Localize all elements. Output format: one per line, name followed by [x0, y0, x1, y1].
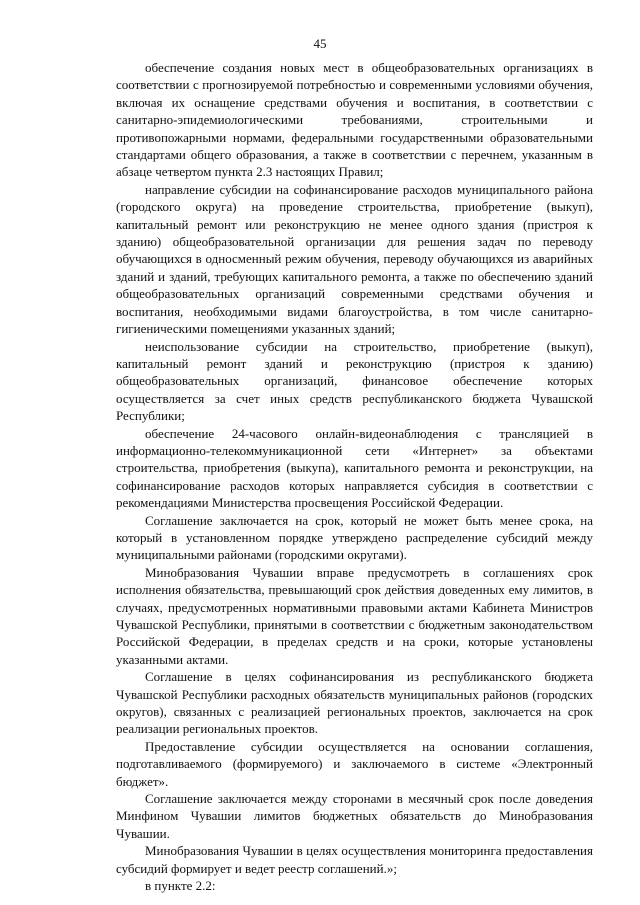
paragraph: направление субсидии на софинансирование расходов муниципального района (городского округа) на проведение строительства, приобретение (выкуп), капитальный ремонт или реконструкцию не менее одного здания (пристроя к зданию) общеобразовательной организации для решения задач по переводу обучающихся в односменный режим обучения, переводу обучающихся из аварийных зданий и зданий, требующих капитального ремонта, а также по обеспечению зданий общеобразовательных организаций современными средствами обучения и воспитания, необходимыми видами благоустройства, в том числе санитарно-гигиеническими помещениями указанных зданий;	[116, 181, 593, 337]
page-number: 45	[313, 36, 327, 51]
paragraph: Минобразования Чувашии в целях осуществления мониторинга предоставления субсидий формирует и ведет реестр соглашений.»;	[116, 843, 593, 876]
paragraph: Предоставление субсидии осуществляется на основании соглашения, подготавливаемого (формируемого) и заключаемого в системе «Электронный бюджет».	[116, 738, 593, 789]
paragraph: Соглашение заключается между сторонами в месячный срок после доведения Минфином Чувашии лимитов бюджетных обязательств до Минобразования Чувашии.	[116, 791, 593, 841]
paragraph: в пункте 2.2:	[145, 878, 216, 894]
paragraph: неиспользование субсидии на строительство, приобретение (выкуп), капитальный ремонт зданий и реконструкцию (пристроя к зданию) общеобразовательных организаций, финансовое обеспечение которых осуществляется за счет иных средств республиканского бюджета Чувашской Республики;	[116, 338, 593, 424]
paragraph: обеспечение 24-часового онлайн-видеонаблюдения с трансляцией в информационно-телекоммуникационной сети «Интернет» за объектами строительства, приобретения (выкупа), капитального ремонта и реконструкции, на софинансирование расходов которых направляется субсидия в соответствии с рекомендациями Министерства просвещения Российской Федерации.	[116, 425, 593, 511]
paragraph: Минобразования Чувашии вправе предусмотреть в соглашениях срок исполнения обязательства, превышающий срок действия доведенных ему лимитов, в случаях, предусмотренных нормативными правовыми актами Кабинета Министров Чувашской Республики, принятыми в соответствии с бюджетным законодательством Российской Федерации, в пределах средств и на сроки, которые установлены указанными актами.	[116, 564, 593, 667]
paragraph: Соглашение в целях софинансирования из республиканского бюджета Чувашской Республики расходных обязательств муниципальных районов (городских округов), связанных с реализацией региональных проектов, заключается на срок реализации региональных проектов.	[116, 669, 593, 737]
document-body	[116, 59, 593, 895]
paragraph: обеспечение создания новых мест в общеобразовательных организациях в соответствии с прогнозируемой потребностью и современными условиями обучения, включая их оснащение средствами обучения и воспитания, в соответствии с санитарно-эпидемиологическими требованиями, строительными и противопожарными нормами, федеральными государственными образовательными стандартами общего образования, а также в соответствии с перечнем, указанным в абзаце четвертом пункта 2.3 настоящих Правил;	[116, 60, 593, 180]
paragraph: Соглашение заключается на срок, который не может быть менее срока, на который в установленном порядке утверждено распределение субсидий между муниципальными районами (городскими округами).	[116, 512, 593, 563]
